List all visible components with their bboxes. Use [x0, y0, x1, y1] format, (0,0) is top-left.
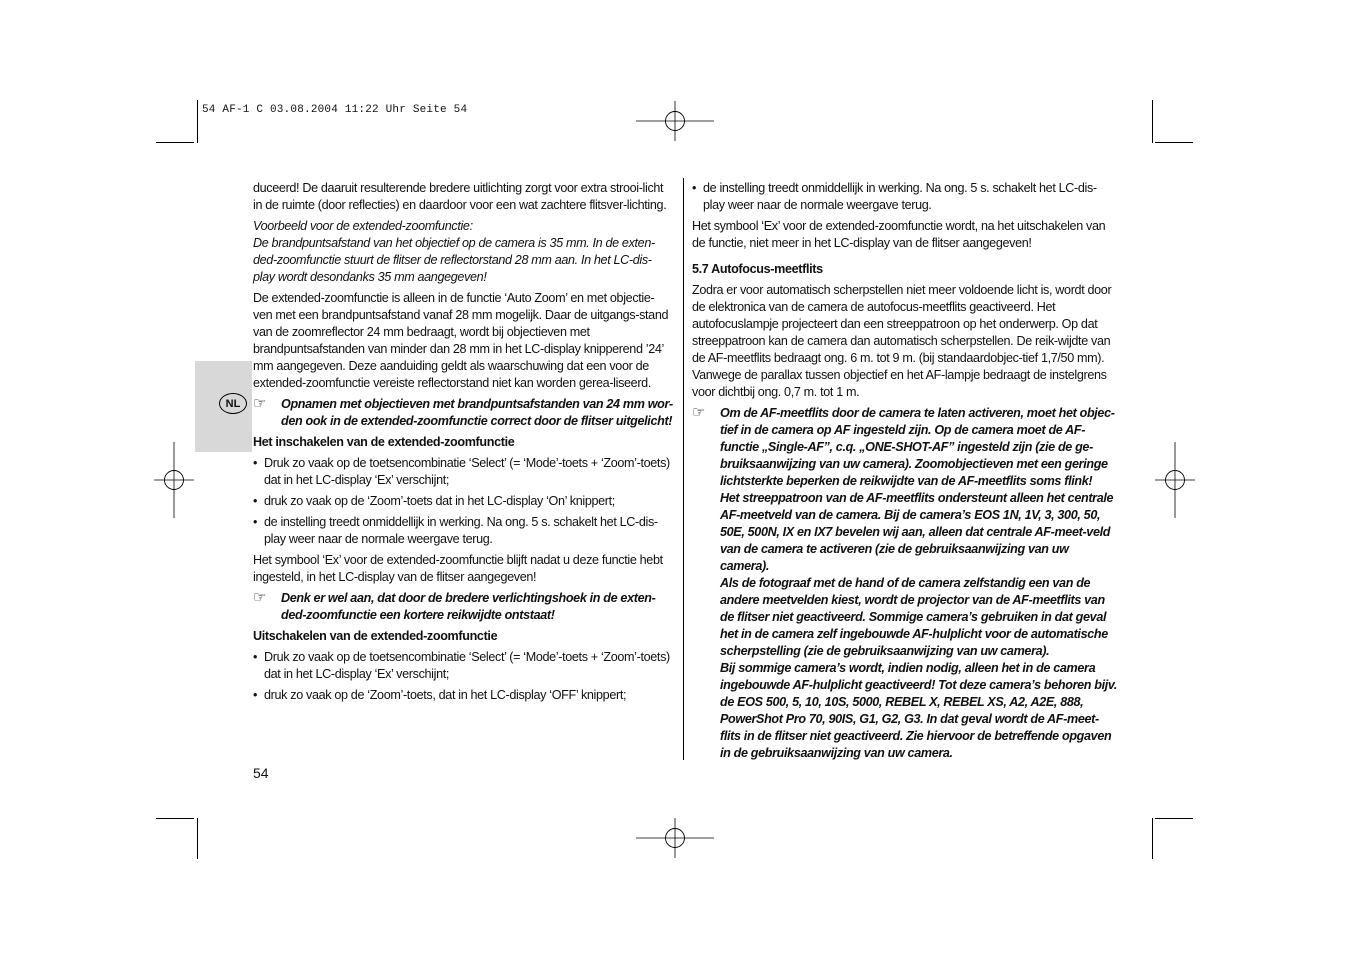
right-column — [692, 180, 1117, 766]
language-badge: NL — [219, 393, 247, 414]
crop-mark — [156, 142, 194, 143]
column-divider — [683, 178, 684, 760]
note-text: Het streeppatroon van de AF-meetflits ondersteunt alleen het centrale AF-meetveld van de camera. Bij de camera’s EOS 1N, 1V, 3, 300, 50, 50E, 500N, IX en IX7 bevelen wij aan, alleen dat centrale AF-meet-veld van de camera te activeren (zie de gebruiksaanwijzing van uw camera). — [720, 491, 1114, 573]
section-heading: Het inschakelen van de extended-zoomfunctie — [253, 435, 515, 449]
note-text: Bij sommige camera’s wordt, indien nodig, alleen het in de camera ingebouwde AF-hulplicht geactiveerd! Tot deze camera’s behoren bijv. de EOS 500, 5, 10, 10S, 5000, REBEL X, REBEL XS, A2, A2E, 888, PowerShot Pro 70, 90IS, G1, G2, G3. In dat geval wordt de AF-meet-flits in de flitser niet geactiveerd. Zie hiervoor de betreffende opgaven in de gebruiksaanwijzing van uw camera. — [720, 661, 1118, 760]
pointing-hand-icon: ☞ — [692, 404, 706, 421]
registration-mark-icon — [636, 101, 714, 141]
paragraph: Het symbool ‘Ex’ voor de extended-zoomfunctie wordt, na het uitschakelen van de functie, niet meer in het LC-display van de flitser aangegeven! — [692, 219, 1106, 250]
crop-mark — [1155, 142, 1193, 143]
paragraph: Zodra er voor automatisch scherpstellen niet meer voldoende licht is, wordt door de elektronica van de camera de autofocus-meetflits geactiveerd. Het autofocuslampje projecteert dan een streeppatroon op het onderwerp. Op dat streeppatroon kan de camera dan automatisch scherpstellen. De reik-wijdte van de AF-meetflits bedraagt ong. 6 m. tot 9 m. (bij standaardobjec-tief 1,7/50 mm). Vanwege de parallax tussen objectief en het AF-lampje bedraagt de instelgrens voor dichtbij ong. 0,7 m. tot 1 m. — [692, 283, 1112, 399]
note-text: Om de AF-meetflits door de camera te laten activeren, moet het objec-tief in de camera op AF ingesteld zijn. Op de camera moet de AF-functie „Single-AF”, c.q. „ONE-SHOT-AF” ingesteld zijn (zie de ge-bruiksaanwijzing van uw camera). Zoomobjectieven met een geringe lichtsterkte beperken de reikwijdte van de AF-meetflits soms flink! — [720, 406, 1115, 488]
note-text: Denk er wel aan, dat door de bredere verlichtingshoek in de exten-ded-zoomfunctie een kortere reikwijdte ontstaat! — [281, 591, 656, 622]
note-text: Als de fotograaf met de hand of de camera zelfstandig een van de andere meetvelden kiest, wordt de projector van de AF-meetflits van de flitser niet geactiveerd. Sommige camera’s gebruiken in dat geval het in de camera zelf ingebouwde AF-hulplicht voor de automatische scherpstelling (zie de gebruiksaanwijzing van uw camera). — [720, 576, 1108, 658]
crop-mark — [156, 818, 194, 819]
note — [692, 405, 1117, 762]
list-item: • druk zo vaak op de ‘Zoom’-toets, dat in het LC-display ‘OFF’ knippert; — [253, 688, 627, 702]
crop-mark — [1152, 818, 1153, 859]
list-item: • Druk zo vaak op de toetsencombinatie ‘Select’ (= ‘Mode’-toets + ‘Zoom’-toets) dat in het LC-display ‘Ex’ verschijnt; — [253, 456, 670, 487]
pointing-hand-icon: ☞ — [253, 395, 267, 412]
registration-mark-icon — [636, 818, 714, 858]
bullet-dot: • — [253, 456, 258, 470]
bullet-dot: • — [253, 515, 258, 529]
note — [253, 396, 673, 430]
example-text: De brandpuntsafstand van het objectief op de camera is 35 mm. In de exten-ded-zoomfunctie stuurt de flitser de reflectorstand 28 mm aan. In het LC-dis-play wordt desondanks 35 mm aangegeven! — [253, 236, 655, 284]
bullet-dot: • — [253, 494, 258, 508]
list-item: • Druk zo vaak op de toetsencombinatie ‘Select’ (= ‘Mode’-toets + ‘Zoom’-toets) dat in het LC-display ‘Ex’ verschijnt; — [253, 650, 670, 681]
section-heading: 5.7 Autofocus-meetflits — [692, 262, 823, 276]
registration-mark-icon — [154, 442, 194, 518]
crop-mark — [1152, 100, 1153, 143]
bullet-dot: • — [253, 650, 258, 664]
list-item: • druk zo vaak op de ‘Zoom’-toets dat in het LC-display ‘On’ knippert; — [253, 494, 615, 508]
list-item: • de instelling treedt onmiddellijk in werking. Na ong. 5 s. schakelt het LC-dis-play weer naar de normale weergave terug. — [692, 181, 1097, 212]
registration-mark-icon — [1155, 442, 1195, 518]
crop-mark — [1155, 818, 1193, 819]
paragraph: Het symbool ‘Ex’ voor de extended-zoomfunctie blijft nadat u deze functie hebt ingesteld, in het LC-display van de flitser aangegeven! — [253, 553, 663, 584]
pointing-hand-icon: ☞ — [253, 589, 267, 606]
note — [253, 590, 673, 624]
crop-mark — [197, 818, 198, 859]
list-item: • de instelling treedt onmiddellijk in werking. Na ong. 5 s. schakelt het LC-dis-play weer naar de normale weergave terug. — [253, 515, 658, 546]
paragraph: De extended-zoomfunctie is alleen in de functie ‘Auto Zoom’ en met objectie-ven met een brandpuntsafstand vanaf 28 mm mogelijk. Daar de uitgangs-stand van de zoomreflector 24 mm bedraagt, wordt bij objectieven met brandpuntsafstanden van minder dan 28 mm in het LC-display knipperend ’24’ mm aangegeven. Deze aanduiding geldt als waarschuwing dat een voor de extended-zoomfunctie vereiste reflectorstand niet kan worden gerea-liseerd. — [253, 291, 669, 390]
page-number: 54 — [253, 765, 269, 781]
print-slug: 54 AF-1 C 03.08.2004 11:22 Uhr Seite 54 — [202, 104, 468, 116]
section-heading: Uitschakelen van de extended-zoomfunctie — [253, 629, 498, 643]
note-text: Opnamen met objectieven met brandpuntsafstanden van 24 mm wor-den ook in de extended-zoomfunctie correct door de flitser uitgelicht! — [281, 397, 673, 428]
left-column — [253, 180, 673, 708]
example-title: Voorbeeld voor de extended-zoomfunctie: — [253, 219, 473, 233]
bullet-dot: • — [253, 688, 258, 702]
crop-mark — [197, 100, 198, 143]
bullet-dot: • — [692, 181, 697, 195]
paragraph: duceerd! De daaruit resulterende bredere uitlichting zorgt voor extra strooi-licht in de ruimte (door reflecties) en daardoor voor een wat zachtere flitsver-lichting. — [253, 181, 667, 212]
